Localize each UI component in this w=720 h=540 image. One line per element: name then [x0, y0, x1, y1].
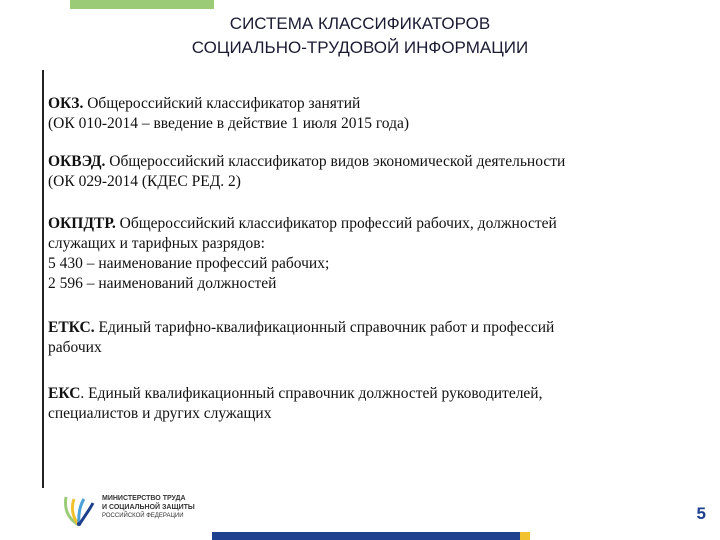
entry-text: Общероссийский классификатор видов экономической деятельности [105, 153, 566, 170]
entry-okz [48, 94, 708, 134]
top-accent-bar [70, 0, 214, 9]
entry-line: рабочих [48, 339, 102, 356]
entry-eks [48, 384, 708, 424]
entry-abbr: ОКЗ. [48, 95, 84, 112]
entry-text: Единый тарифно-квалификационный справочник работ и профессий [94, 319, 555, 336]
entry-abbr: ОКПДТР. [48, 215, 116, 232]
entry-okpdtr [48, 214, 708, 294]
entry-line [48, 384, 708, 404]
ministry-logo [62, 491, 242, 531]
bottom-accent-bar [212, 532, 522, 540]
classifier-list [48, 94, 708, 424]
entry-line: 2 596 – наименований должностей [48, 275, 277, 292]
entry-line [48, 152, 708, 172]
ministry-emblem-icon [62, 491, 96, 527]
entry-abbr: ОКВЭД. [48, 153, 106, 170]
logo-line-2: И СОЦИАЛЬНОЙ ЗАЩИТЫ [102, 504, 195, 511]
logo-text [102, 494, 195, 521]
entry-line: специалистов и других служащих [48, 405, 272, 422]
entry-line [48, 214, 708, 234]
bottom-accent-bar-yellow [520, 532, 530, 540]
entry-line: (ОК 010-2014 – введение в действие 1 июля 2015 года) [48, 115, 410, 132]
entry-line [48, 318, 708, 338]
title-line-1: СИСТЕМА КЛАССИФИКАТОРОВ [229, 14, 491, 33]
entry-line: служащих и тарифных разрядов: [48, 235, 265, 252]
entry-line [48, 94, 708, 114]
entry-text: Общероссийский классификатор занятий [83, 95, 361, 112]
page-number: 5 [696, 504, 706, 523]
entry-abbr: ЕТКС. [48, 319, 95, 336]
left-divider-line [42, 70, 44, 488]
slide-title [0, 12, 720, 60]
entry-line: 5 430 – наименование профессий рабочих; [48, 255, 330, 272]
logo-line-3: РОССИЙСКОЙ ФЕДЕРАЦИИ [102, 513, 184, 519]
entry-etks [48, 318, 708, 358]
entry-text: Общероссийский классификатор профессий рабочих, должностей [115, 215, 557, 232]
entry-okved [48, 152, 708, 192]
title-line-2: СОЦИАЛЬНО-ТРУДОВОЙ ИНФОРМАЦИИ [191, 38, 529, 57]
logo-line-1: МИНИСТЕРСТВО ТРУДА [102, 495, 186, 502]
entry-abbr: ЕКС [48, 385, 81, 402]
entry-text: . Единый квалификационный справочник должностей руководителей, [80, 385, 543, 402]
entry-line: (ОК 029-2014 (КДЕС РЕД. 2) [48, 173, 241, 190]
